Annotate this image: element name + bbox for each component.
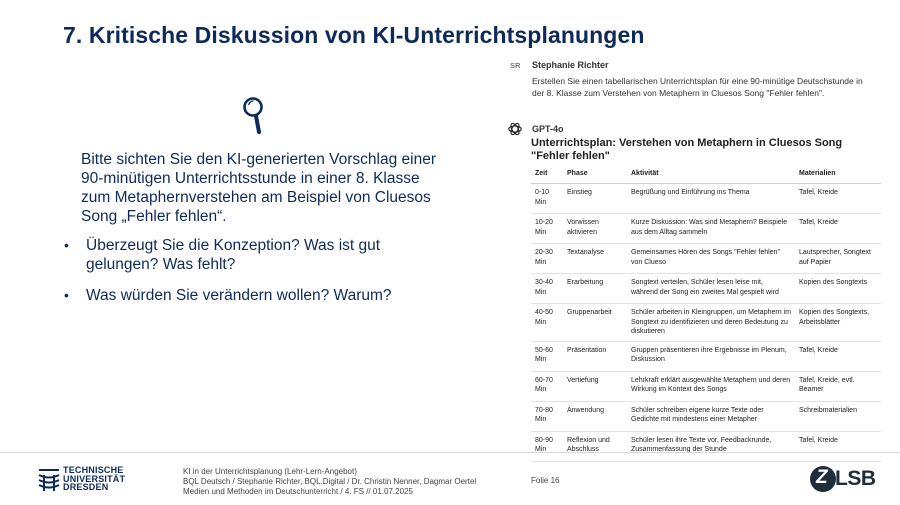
cell-phase: Erarbeitung xyxy=(563,274,627,304)
cell-zeit: 40-50 Min xyxy=(531,304,563,342)
task-question-list xyxy=(81,236,446,305)
column-header-zeit: Zeit xyxy=(531,165,563,184)
cell-zeit: 10-20 Min xyxy=(531,214,563,244)
logo-line: TECHNISCHE xyxy=(63,465,124,475)
table-row xyxy=(531,401,881,431)
cell-zeit: 80-90 Min xyxy=(531,431,563,461)
tud-logo-icon xyxy=(36,466,62,494)
footer-info-line: Medien und Methoden im Deutschunterricht / 4. FS // 01.07.2025 xyxy=(183,487,413,496)
footer-info-line: BQL Deutsch / Stephanie Richter, BQL.Digital / Dr. Christin Nenner, Dagmar Oertel xyxy=(183,477,477,486)
cell-aktivitaet: Begrüßung und Einführung ins Thema xyxy=(627,184,795,214)
magnifier-icon xyxy=(238,96,268,136)
cell-materialien: Tafel, Kreide xyxy=(795,214,881,244)
cell-phase: Gruppenarbeit xyxy=(563,304,627,342)
column-header-aktivitaet: Aktivität xyxy=(627,165,795,184)
table-row xyxy=(531,431,881,461)
lesson-plan-table xyxy=(531,165,881,462)
cell-aktivitaet: Gruppen präsentieren ihre Ergebnisse im Plenum, Diskussion xyxy=(627,341,795,371)
cell-materialien: Lautsprecher, Songtext auf Papier xyxy=(795,244,881,274)
cell-phase: Vorwissen aktivieren xyxy=(563,214,627,244)
logo-line: UNIVERSITÄT xyxy=(63,473,126,484)
cell-materialien: Tafel, Kreide, evtl. Beamer xyxy=(795,371,881,401)
user-prompt: Erstellen Sie einen tabellarischen Unterrichtsplan für eine 90-minütige Deutschstunde in der 8. Klasse zum Verstehen von Metaphern in Cluesos Song "Fehler fehlen". xyxy=(532,76,863,98)
table-row xyxy=(531,371,881,401)
cell-zeit: 60-70 Min xyxy=(531,371,563,401)
cell-materialien: Tafel, Kreide xyxy=(795,184,881,214)
logo-line: DRESDEN xyxy=(63,482,109,493)
cell-materialien: Tafel, Kreide xyxy=(795,431,881,461)
cell-phase: Anwendung xyxy=(563,401,627,431)
table-row xyxy=(531,244,881,274)
task-question: • Was würden Sie verändern wollen? Warum? xyxy=(81,286,446,305)
cell-materialien: Schreibmaterialien xyxy=(795,401,881,431)
zlsb-logo-letter: Z xyxy=(816,467,828,488)
plan-title: Unterrichtsplan: Verstehen von Metaphern in Cluesos Song "Fehler fehlen" xyxy=(531,137,843,162)
slide-number: Folie 16 xyxy=(531,476,560,485)
table-row xyxy=(531,341,881,371)
chat-screenshot xyxy=(507,58,882,453)
slide-title: 7. Kritische Diskussion von KI-Unterrichtsplanungen xyxy=(63,22,645,48)
cell-aktivitaet: Gemeinsames Hören des Songs "Fehler fehlen" von Clueso xyxy=(627,244,795,274)
cell-aktivitaet: Schüler arbeiten in Kleingruppen, um Metaphern im Songtext zu identifizieren und deren Bedeutung zu diskutieren xyxy=(627,304,795,342)
cell-aktivitaet: Kurze Diskussion: Was sind Metaphern? Beispiele aus dem Alltag sammeln xyxy=(627,214,795,244)
user-name: Stephanie Richter xyxy=(532,60,609,70)
cell-phase: Reflexion und Abschluss xyxy=(563,431,627,461)
footer-info-line: KI in der Unterrichtsplanung (Lehr-Lern-Angebot) xyxy=(183,467,357,476)
zlsb-logo-text: LSB xyxy=(835,467,876,490)
table-row xyxy=(531,184,881,214)
cell-zeit: 50-60 Min xyxy=(531,341,563,371)
cell-zeit: 70-80 Min xyxy=(531,401,563,431)
tud-logo-text xyxy=(63,466,125,492)
cell-phase: Textanalyse xyxy=(563,244,627,274)
footer-divider xyxy=(0,452,900,453)
user-avatar: SR xyxy=(510,61,521,70)
cell-zeit: 0-10 Min xyxy=(531,184,563,214)
cell-phase: Einstieg xyxy=(563,184,627,214)
task-text xyxy=(81,150,446,317)
user-message xyxy=(507,58,882,118)
footer-info xyxy=(183,467,476,497)
column-header-phase: Phase xyxy=(563,165,627,184)
assistant-name: GPT-4o xyxy=(532,124,564,134)
cell-materialien: Kopien des Songtexts, Arbeitsblätter xyxy=(795,304,881,342)
table-header-row xyxy=(531,165,881,184)
cell-aktivitaet: Songtext verteilen, Schüler lesen leise mit, während der Song ein zweites Mal gespielt wird xyxy=(627,274,795,304)
table-row xyxy=(531,304,881,342)
cell-zeit: 20-30 Min xyxy=(531,244,563,274)
cell-phase: Vertiefung xyxy=(563,371,627,401)
openai-logo-icon xyxy=(507,121,523,137)
task-intro: Bitte sichten Sie den KI-generierten Vorschlag einer 90-minütigen Unterrichtsstunde in einer 8. Klasse zum Metaphernverstehen am Beispiel von Cluesos Song „Fehler fehlen“. xyxy=(81,151,436,225)
cell-aktivitaet: Schüler lesen ihre Texte vor, Feedbackrunde, Zusammenfassung der Stunde xyxy=(627,431,795,461)
task-question: • Überzeugt Sie die Konzeption? Was ist gut gelungen? Was fehlt? xyxy=(81,236,446,274)
cell-phase: Präsentation xyxy=(563,341,627,371)
cell-materialien: Tafel, Kreide xyxy=(795,341,881,371)
cell-materialien: Kopien des Songtexts xyxy=(795,274,881,304)
cell-aktivitaet: Lehrkraft erklärt ausgewählte Metaphern und deren Wirkung im Kontext des Songs xyxy=(627,371,795,401)
cell-aktivitaet: Schüler schreiben eigene kurze Texte oder Gedichte mit mindestens einer Metapher xyxy=(627,401,795,431)
table-row xyxy=(531,274,881,304)
table-row xyxy=(531,214,881,244)
column-header-materialien: Materialien xyxy=(795,165,881,184)
cell-zeit: 30-40 Min xyxy=(531,274,563,304)
